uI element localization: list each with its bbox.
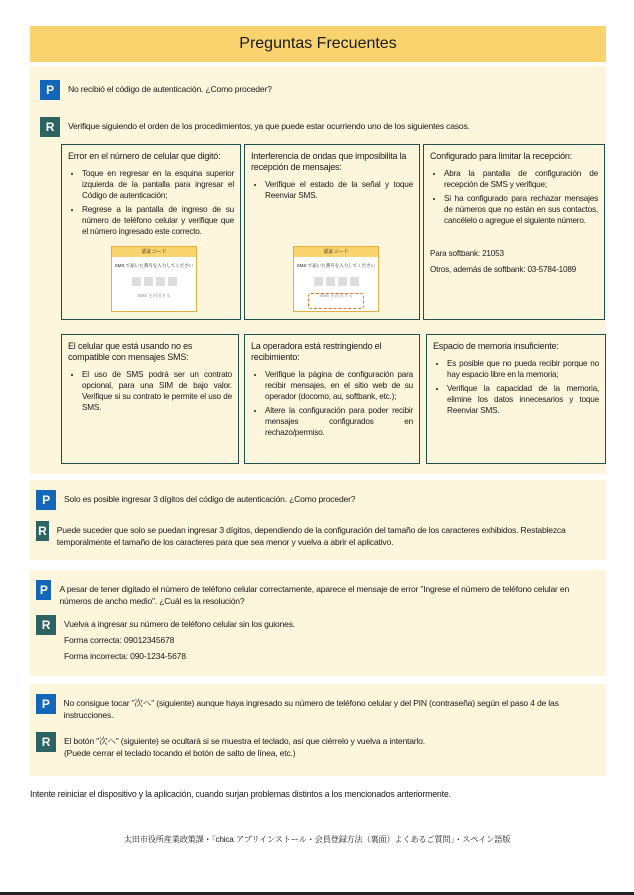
faq2-question: P Solo es posible ingresar 3 dígitos del código de autenticación. ¿Como proceder? [36, 490, 598, 510]
faq4-answer: R El botón "次へ" (siguiente) se ocultará si se muestra el teclado, así que ciérrelo y vuelva a intentarlo. (Puede cerrar el teclado tocando el botón de salto de línea, etc.) [36, 732, 598, 759]
code-digit-boxes [294, 277, 378, 286]
case-box-reception-limit: Configurado para limitar la recepción: • Abra la pantalla de configuración de recepción de SMS y verifique; • Si ha configurado para rechazar mensajes de números que no están en sus contactos, cancélelo o agregue el siguiente número. Para softbank: 21053 Otros, además de softbank: 03-5784-1089 [423, 144, 605, 320]
resend-highlight [308, 293, 364, 309]
faq3-answer: R Vuelva a ingresar su número de teléfono celular sin los guiones. Forma correcta: 09012345678 Forma incorrecta: 090-1234-5678 [36, 615, 598, 662]
case-box-operator-restriction: La operadora está restringiendo el recibimiento: • Verifique la página de configuración para recibir mensajes, en el sitio web de su operador (docomo, au, softbank, etc.); • Altere la configuración para poder recibir mensajes configurados en rechazo/permiso. [244, 334, 420, 464]
faq1-question: P No recibió el código de autenticación. ¿Como proceder? [40, 80, 600, 100]
faq3-question: P A pesar de tener digitado el número de teléfono celular correctamente, aparece el mensaje de error "Ingrese el número de teléfono celular en números de ancho medio". ¿Cuál es la resolución? [36, 580, 598, 607]
general-note: Intente reiniciar el dispositivo y la aplicación, cuando surjan problemas distintos a los mencionados anteriormente. [30, 789, 451, 799]
case-box-interference: Interferencia de ondas que imposibilita la recepción de mensajes: • Verifique el estado de la señal y toque Reenviar SMS. [244, 144, 420, 320]
footer: 太田市役所産業政策課・「chica アプリインストール・会員登録方法（裏面）よくあるご質問」・スペイン語版 [123, 835, 511, 844]
faq2-answer: R Puede suceder que solo se puedan ingresar 3 dígitos, dependiendo de la configuración del tamaño de los caracteres exhibidos. Restablezca temporalmente el tamaño de los caracteres para que sea menor y vuelva a abrir el aplicativo. [36, 521, 598, 548]
case-box-number-error: Error en el número de celular que digitó: • Toque en regresar en la esquina superior izquierda de la pantalla para ingresar el Código de autenticación; • Regrese a la pantalla de ingreso de su número de teléfono celular y verifique que el número ingresado este correcto. [61, 144, 241, 320]
faq4-question: P No consigue tocar "次へ" (siguiente) aunque haya ingresado su número de teléfono celular y del PIN (contraseña) según el paso 4 de las instrucciones. [36, 694, 598, 721]
code-digit-boxes [112, 277, 196, 286]
question-badge: P [40, 80, 60, 100]
phone-screenshot-resend: 認証コード SMS で届いた番号を入力してください SMS を再送する [293, 246, 379, 312]
faq1-answer: R Verifique siguiendo el orden de los procedimientos, ya que puede estar ocurriendo uno de los siguientes casos. [40, 117, 600, 137]
page-title: Preguntas Frecuentes [30, 26, 606, 62]
case-box-memory: Espacio de memoria insuficiente: • Es posible que no pueda recibir porque no hay espacio libre en la memoria; • Verifique la capacidad de la memoria, elimine los datos innecesarios y toque Reenviar SMS. [426, 334, 606, 464]
phone-screenshot: 認証コード SMS で届いた番号を入力してください SMS を再送する [111, 246, 197, 312]
answer-badge: R [40, 117, 60, 137]
case-box-sms-incompatible: El celular que está usando no es compatible con mensajes SMS: • El uso de SMS podrá ser un contrato opcional, para una SIM de bajo valor. Verifique si su contrato le permite el uso de SMS. [61, 334, 239, 464]
